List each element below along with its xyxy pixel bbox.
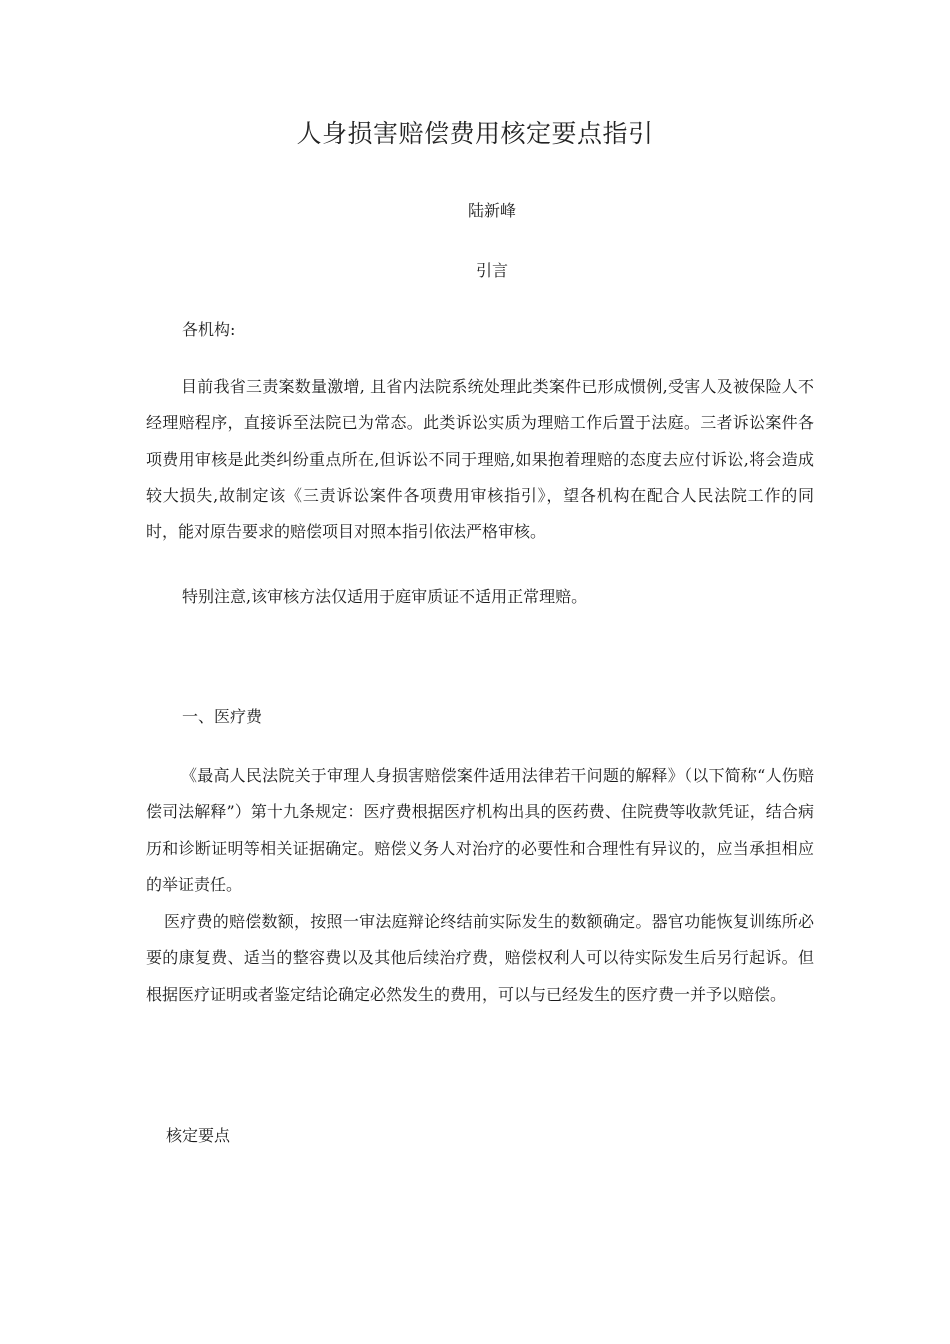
section-heading-medical-fee: 一、医疗费: [182, 707, 263, 726]
special-note: 特别注意,该审核方法仅适用于庭审质证不适用正常理赔。: [182, 587, 588, 606]
author-name: 陆新峰: [467, 201, 516, 220]
salutation: 各机构:: [182, 320, 236, 339]
document-title: 人身损害赔偿费用核定要点指引: [296, 119, 654, 148]
intro-paragraph: 目前我省三责案数量激增, 且省内法院系统处理此类案件已形成惯例,受害人及被保险人不经理赔程序，直接诉至法院已为常态。此类诉讼实质为理赔工作后置于法庭。三者诉讼案件各项费用审核是此类纠纷重点所在,但诉讼不同于理赔,如果抱着理赔的态度去应付诉讼,将会造成较大损失,故制定该《三责诉讼案件各项费用审核指引》，望各机构在配合人民法院工作的同时，能对原告要求的赔偿项目对照本指引依法严格审核。: [146, 377, 814, 542]
section1-paragraph-2: 医疗费的赔偿数额，按照一审法庭辩论终结前实际发生的数额确定。器官功能恢复训练所必要的康复费、适当的整容费以及其他后续治疗费，赔偿权利人可以待实际发生后另行起诉。但根据医疗证明或者鉴定结论确定必然发生的费用，可以与已经发生的医疗费一并予以赔偿。: [146, 912, 814, 1004]
review-points-heading: 核定要点: [166, 1126, 231, 1145]
section1-paragraph-1: 《最高人民法院关于审理人身损害赔偿案件适用法律若干问题的解释》（以下简称“人伤赔偿司法解释”）第十九条规定：医疗费根据医疗机构出具的医药费、住院费等收款凭证，结合病历和诊断证明等相关证据确定。赔偿义务人对治疗的必要性和合理性有异议的，应当承担相应的举证责任。: [146, 766, 814, 894]
intro-heading: 引言: [475, 261, 508, 280]
